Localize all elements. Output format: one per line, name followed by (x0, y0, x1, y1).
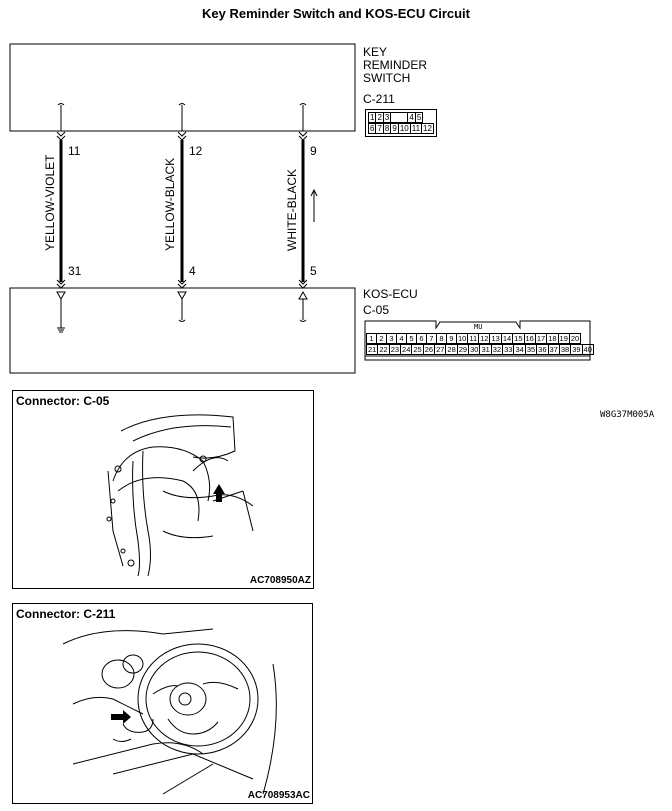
pin: 21 (368, 345, 377, 354)
key-switch-name: KEY REMINDER SWITCH (363, 45, 428, 85)
ecu-connector-face (366, 333, 594, 355)
pin: 14 (502, 334, 512, 343)
pin-number: 4 (189, 264, 196, 278)
wire-color-label: WHITE-BLACK (285, 168, 299, 251)
pin: 11 (469, 334, 478, 343)
pin: 1 (370, 113, 375, 122)
connector-c211-view (12, 603, 313, 804)
connector-latch (391, 113, 408, 123)
pin: 20 (570, 334, 580, 343)
ecu-connector-id: C-05 (363, 303, 390, 317)
circuit-diagram (0, 0, 672, 390)
ecu-name: KOS-ECU (363, 287, 418, 301)
pin: 8 (437, 334, 447, 344)
pin: 5 (416, 113, 422, 122)
pin: 25 (413, 345, 422, 354)
pin: 5 (407, 334, 417, 344)
pin: 31 (481, 345, 490, 354)
pin: 10 (458, 334, 467, 343)
pin: 13 (491, 334, 500, 343)
pin: 2 (377, 113, 382, 122)
pin: 9 (447, 334, 457, 344)
connector-c05-view (12, 390, 314, 589)
pin: 7 (377, 124, 382, 133)
illustration-code: AC708953AC (247, 790, 310, 801)
pin-number: 12 (189, 144, 203, 158)
pin: 24 (402, 345, 411, 354)
pin: 17 (536, 334, 546, 343)
dashboard-wiring-illustration (13, 391, 313, 588)
pin: 6 (370, 124, 375, 133)
pin: 6 (417, 334, 427, 344)
wire-color-label: YELLOW-VIOLET (43, 154, 57, 251)
pin: 35 (526, 345, 536, 354)
pin: 9 (392, 124, 397, 133)
pin: 40 (583, 345, 592, 354)
pin: 26 (424, 345, 434, 354)
pin-number: 11 (68, 144, 81, 158)
pin: 19 (559, 334, 568, 343)
figure-code: W8G37M005A (600, 410, 655, 420)
pin: 8 (384, 124, 390, 133)
pin: 18 (548, 334, 557, 343)
key-switch-connector-face (365, 109, 437, 137)
pin: 15 (514, 334, 523, 343)
pin: 39 (572, 345, 581, 354)
pin-number: 31 (68, 264, 82, 278)
pin: 10 (399, 124, 409, 133)
pin: 4 (397, 334, 407, 344)
arrow-icon (111, 710, 131, 724)
key-switch-connector-id: C-211 (363, 92, 395, 106)
pin-number: 9 (310, 144, 317, 158)
pin: 37 (549, 345, 558, 354)
pin: 4 (409, 113, 414, 122)
pin: 1 (367, 334, 377, 344)
pin: 3 (384, 113, 390, 122)
wire-color-label: YELLOW-BLACK (163, 157, 177, 251)
pin: 38 (560, 345, 570, 354)
pin: 30 (470, 345, 479, 354)
pin: 12 (423, 124, 432, 133)
pin: 28 (447, 345, 456, 354)
pin: 32 (492, 345, 502, 354)
arrow-icon (213, 484, 225, 502)
pin: 16 (525, 334, 534, 343)
pin: 27 (436, 345, 445, 354)
pin-number: 5 (310, 264, 317, 278)
pin: 23 (390, 345, 400, 354)
pin: 29 (458, 345, 468, 354)
pin: 12 (480, 334, 489, 343)
page-title: Key Reminder Switch and KOS-ECU Circuit (202, 6, 470, 21)
illustration-code: AC708950AZ (249, 575, 311, 586)
pin: 22 (379, 345, 388, 354)
pin: 36 (538, 345, 547, 354)
pin: 2 (377, 334, 387, 344)
pin: 7 (427, 334, 437, 344)
pin: 3 (387, 334, 397, 344)
pin: 11 (411, 124, 421, 133)
connector-view-title: Connector: C-211 (16, 607, 116, 621)
steering-column-illustration (13, 604, 312, 803)
ecu-key-mark: MU (474, 323, 483, 331)
pin: 34 (515, 345, 524, 354)
pin: 33 (504, 345, 513, 354)
connector-view-title: Connector: C-05 (16, 394, 110, 408)
